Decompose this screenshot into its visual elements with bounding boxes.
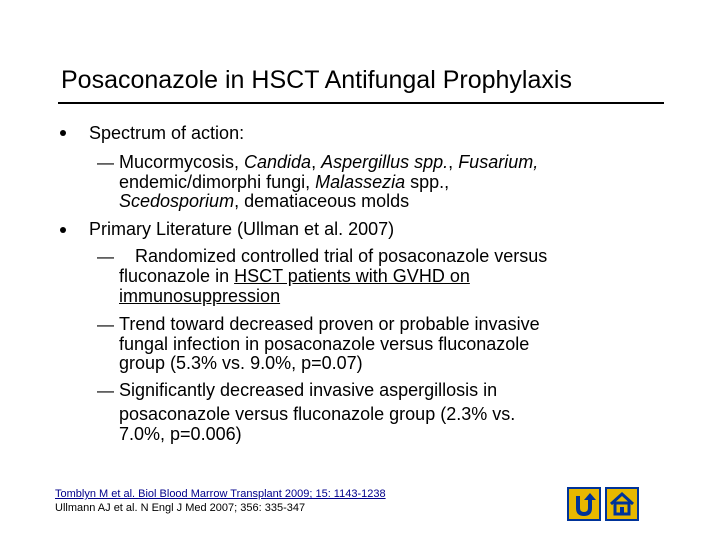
rct-line-2: [119, 267, 470, 286]
rct-line-3: immunosuppression: [119, 286, 281, 306]
text: Mucormycosis,: [119, 152, 245, 172]
bullet-dot: [60, 227, 66, 233]
aspergillosis-line-3: 7.0%, p=0.006): [119, 424, 242, 444]
trend-line-2: fungal infection in posaconazole versus fluconazole: [119, 334, 530, 354]
bullet-spectrum-label: Spectrum of action:: [89, 123, 245, 143]
organism-aspergillus: Aspergillus spp.: [321, 152, 449, 172]
trend-line-1: Trend toward decreased proven or probable invasive: [119, 314, 540, 334]
references: [55, 487, 386, 515]
sub-bullet-dash: —: [97, 153, 114, 172]
organism-scedosporium: Scedosporium: [119, 191, 235, 211]
text: ,: [311, 152, 322, 172]
spectrum-line-1: [119, 153, 538, 172]
text: spp.,: [405, 172, 450, 192]
sub-bullet-dash: —: [97, 315, 114, 334]
title-divider: [58, 102, 664, 104]
sub-bullet-dash: —: [97, 247, 114, 266]
organism-malassezia: Malassezia: [315, 172, 406, 192]
rct-line-1: Randomized controlled trial of posaconazole versus: [135, 246, 548, 266]
spectrum-line-3: [119, 192, 409, 211]
text: fluconazole in: [119, 266, 235, 286]
slide-title: Posaconazole in HSCT Antifungal Prophylaxis: [61, 66, 572, 94]
sub-bullet-dash: —: [97, 381, 114, 400]
aspergillosis-line-2: posaconazole versus fluconazole group (2.3% vs.: [119, 404, 516, 424]
organism-fusarium: Fusarium,: [458, 152, 539, 172]
underlined-text: HSCT patients with GVHD on: [234, 266, 470, 286]
home-icon: [607, 489, 637, 519]
reference-ullmann: Ullmann AJ et al. N Engl J Med 2007; 356: 335-347: [55, 502, 306, 514]
home-button[interactable]: [605, 487, 639, 521]
back-button[interactable]: [567, 487, 601, 521]
reference-link-tomblyn[interactable]: Tomblyn M et al. Biol Blood Marrow Transplant 2009; 15: 1143-1238: [55, 488, 386, 500]
organism-candida: Candida: [244, 152, 312, 172]
bullet-literature-label: Primary Literature (Ullman et al. 2007): [89, 219, 395, 239]
aspergillosis-line-1: Significantly decreased invasive aspergillosis in: [119, 380, 498, 400]
trend-line-3: group (5.3% vs. 9.0%, p=0.07): [119, 353, 363, 373]
spectrum-line-2: [119, 173, 449, 192]
text: , dematiaceous molds: [234, 191, 410, 211]
bullet-dot: [60, 130, 66, 136]
u-turn-back-icon: [569, 489, 599, 519]
text: ,: [448, 152, 459, 172]
text: endemic/dimorphi fungi,: [119, 172, 316, 192]
